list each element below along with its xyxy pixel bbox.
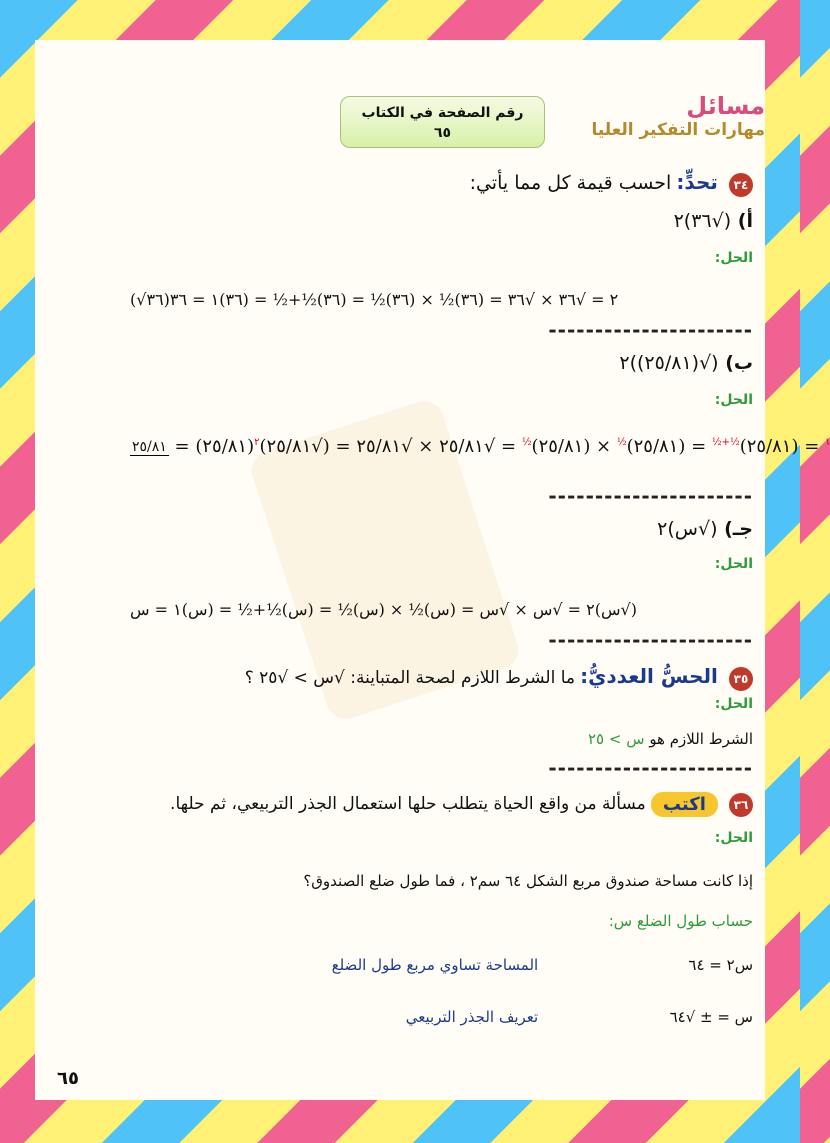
divider-3: ---------------------- (548, 628, 753, 652)
solution-b-result: ٢٥/٨١ (132, 438, 167, 455)
q35-heading (47, 664, 753, 691)
q36-step-title: حساب طول الضلع س: (608, 912, 753, 930)
q36-problem: إذا كانت مساحة صندوق مربع الشكل ٦٤ سم٢ ، فما طول ضلع الصندوق؟ (303, 872, 753, 890)
q36-text: مسألة من واقع الحياة يتطلب حلها استعمال الجذر التربيعي، ثم حلها. (170, 794, 646, 814)
q34-part-b (47, 352, 753, 374)
divider-1: ---------------------- (548, 318, 753, 342)
solution-b-eq: ٢٥/٨١ = (٢٥/٨١) $^١$ = (٢٥/٨١)$^{\frac{1}{2}+\frac{1}{2}}$ = (٢٥/٨١)$^{\frac{1}{2}}$ × (٢٥/٨١)$^{\frac{1}{2}}$ = √٢٥/٨١ × √٢٥/٨١ = (√٢٥/٨١)$^٢$ (132, 436, 830, 457)
page-ref-number: ٦٥ (433, 125, 452, 141)
title-subtitle: مهارات التفكير العليا (591, 120, 765, 140)
q36-step-2 (47, 1008, 753, 1026)
q35-answer-value: س > ٢٥ (587, 730, 645, 748)
part-b-label: ب) (725, 352, 753, 374)
part-b-expr: (√(٢٥/٨١))٢ (619, 352, 719, 374)
q35-label: الحسُّ العدديُّ: (580, 664, 718, 688)
q34-label: تحدٍّ: (676, 170, 718, 194)
part-a-label: أ) (737, 210, 753, 232)
step1-equation: س٢ = ٦٤ (688, 956, 753, 974)
divider-4: ---------------------- (548, 756, 753, 780)
q36-number-badge: ٣٦ (729, 793, 753, 817)
solution-label-c: الحل: (714, 556, 753, 572)
write-badge: اكتب (651, 792, 718, 817)
part-c-expr: (√س)٢ (657, 518, 718, 540)
solution-label-q36: الحل: (714, 830, 753, 846)
q34-part-a (47, 210, 753, 232)
page-reference-box (340, 96, 545, 148)
q34-heading (47, 170, 753, 197)
q35-answer (47, 730, 753, 748)
solution-label-q35: الحل: (714, 696, 753, 712)
q36-step-1 (47, 956, 753, 974)
part-c-label: جـ) (724, 518, 753, 540)
q36-heading (47, 792, 753, 817)
step1-reason: المساحة تساوي مربع طول الضلع (331, 956, 539, 974)
q35-text: ما الشرط اللازم لصحة المتباينة: √س > √٢٥ ؟ (244, 668, 575, 688)
step2-equation: س = ± √٦٤ (669, 1008, 753, 1026)
title-main: مسائل (686, 92, 765, 120)
solution-c-eq: (√س)٢ = √س × √س = (س)½ × (س)½ = (س)½+½ = (س)١ = س (130, 600, 637, 619)
q34-number-badge: ٣٤ (729, 173, 753, 197)
divider-2: ---------------------- (548, 484, 753, 508)
footer-page-number: ٦٥ (57, 1068, 79, 1089)
page-sheet (35, 40, 830, 1100)
q34-text: احسب قيمة كل مما يأتي: (469, 172, 672, 194)
part-a-expr: (√٣٦)٢ (673, 210, 732, 232)
step2-reason: تعريف الجذر التربيعي (405, 1008, 539, 1026)
q34-part-c (47, 518, 753, 540)
solution-label-a: الحل: (714, 250, 753, 266)
section-title (591, 92, 765, 140)
q35-number-badge: ٣٥ (729, 667, 753, 691)
q35-answer-prefix: الشرط اللازم هو (649, 730, 753, 748)
solution-label-b: الحل: (714, 392, 753, 408)
page-ref-label: رقم الصفحة في الكتاب (361, 105, 524, 121)
solution-a-eq: (√٣٦)٢ = √٣٦ × √٣٦ = (٣٦)½ × (٣٦)½ = (٣٦)½+½ = (٣٦)١ = ٣٦ (130, 290, 619, 309)
